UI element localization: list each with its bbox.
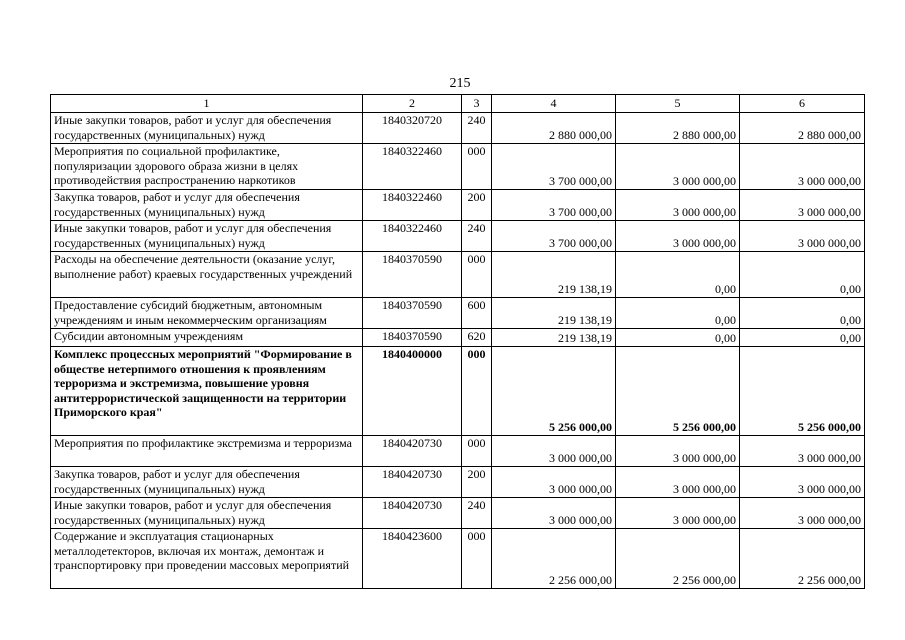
row-name: Иные закупки товаров, работ и услуг для обеспечения государственных (муниципальных) нужд: [51, 498, 363, 529]
row-amount-2: 2 256 000,00: [616, 529, 740, 589]
row-name: Содержание и эксплуатация стационарных металлодетекторов, включая их монтаж, демонтаж и транспортировку при проведении массовых мероприятий: [51, 529, 363, 589]
row-expense-type: 600: [462, 298, 492, 329]
row-amount-2: 0,00: [616, 252, 740, 298]
row-amount-2: 3 000 000,00: [616, 221, 740, 252]
row-expense-type: 240: [462, 221, 492, 252]
row-amount-1: 2 880 000,00: [492, 113, 616, 144]
row-amount-2: 3 000 000,00: [616, 436, 740, 467]
table-row: [51, 329, 865, 347]
row-name: Закупка товаров, работ и услуг для обеспечения государственных (муниципальных) нужд: [51, 467, 363, 498]
row-expense-type: 000: [462, 529, 492, 589]
row-code: 1840400000: [363, 347, 462, 436]
row-amount-2: 3 000 000,00: [616, 190, 740, 221]
row-code: 1840320720: [363, 113, 462, 144]
table-header-row: [51, 95, 865, 113]
row-amount-3: 3 000 000,00: [740, 498, 865, 529]
table-row: [51, 113, 865, 144]
budget-table: [50, 94, 865, 589]
row-code: 1840322460: [363, 144, 462, 190]
row-amount-3: 0,00: [740, 252, 865, 298]
row-amount-1: 3 000 000,00: [492, 498, 616, 529]
header-cell-name: 1: [51, 95, 363, 113]
table-row: [51, 252, 865, 298]
row-expense-type: 200: [462, 467, 492, 498]
row-code: 1840322460: [363, 190, 462, 221]
row-name: Иные закупки товаров, работ и услуг для обеспечения государственных (муниципальных) нужд: [51, 113, 363, 144]
row-amount-3: 0,00: [740, 298, 865, 329]
row-amount-2: 5 256 000,00: [616, 347, 740, 436]
row-amount-1: 5 256 000,00: [492, 347, 616, 436]
row-amount-2: 3 000 000,00: [616, 498, 740, 529]
row-expense-type: 000: [462, 144, 492, 190]
row-name: Расходы на обеспечение деятельности (оказание услуг, выполнение работ) краевых государственных учреждений: [51, 252, 363, 298]
row-amount-2: 3 000 000,00: [616, 144, 740, 190]
row-amount-3: 3 000 000,00: [740, 467, 865, 498]
header-cell-amount-3: 6: [740, 95, 865, 113]
row-expense-type: 620: [462, 329, 492, 347]
row-amount-3: 2 880 000,00: [740, 113, 865, 144]
table-row: [51, 436, 865, 467]
row-code: 1840420730: [363, 467, 462, 498]
row-amount-2: 0,00: [616, 298, 740, 329]
row-amount-3: 3 000 000,00: [740, 436, 865, 467]
row-expense-type: 000: [462, 252, 492, 298]
header-cell-amount-2: 5: [616, 95, 740, 113]
row-name: Мероприятия по профилактике экстремизма и терроризма: [51, 436, 363, 467]
table-row: [51, 467, 865, 498]
header-cell-amount-1: 4: [492, 95, 616, 113]
row-name: Иные закупки товаров, работ и услуг для обеспечения государственных (муниципальных) нужд: [51, 221, 363, 252]
header-cell-type: 3: [462, 95, 492, 113]
row-name: Комплекс процессных мероприятий "Формирование в обществе нетерпимого отношения к проявлениям терроризма и экстремизма, повышение уровня антитеррористической защищенности на территории Приморского края": [51, 347, 363, 436]
row-name: Субсидии автономным учреждениям: [51, 329, 363, 347]
row-amount-3: 0,00: [740, 329, 865, 347]
table-row: [51, 190, 865, 221]
row-amount-2: 3 000 000,00: [616, 467, 740, 498]
table-row: [51, 221, 865, 252]
row-name: Мероприятия по социальной профилактике, популяризации здорового образа жизни в целях противодействия распространению наркотиков: [51, 144, 363, 190]
row-amount-1: 219 138,19: [492, 298, 616, 329]
row-amount-1: 2 256 000,00: [492, 529, 616, 589]
table-row: [51, 529, 865, 589]
row-code: 1840370590: [363, 252, 462, 298]
page-number: 215: [449, 76, 471, 91]
row-amount-1: 3 000 000,00: [492, 436, 616, 467]
row-code: 1840420730: [363, 436, 462, 467]
row-expense-type: 240: [462, 113, 492, 144]
row-code: 1840322460: [363, 221, 462, 252]
row-expense-type: 000: [462, 347, 492, 436]
row-expense-type: 240: [462, 498, 492, 529]
row-expense-type: 200: [462, 190, 492, 221]
row-name: Предоставление субсидий бюджетным, автономным учреждениям и иным некоммерческим организациям: [51, 298, 363, 329]
row-amount-1: 3 000 000,00: [492, 467, 616, 498]
row-amount-1: 219 138,19: [492, 329, 616, 347]
row-amount-1: 3 700 000,00: [492, 190, 616, 221]
row-expense-type: 000: [462, 436, 492, 467]
header-cell-code: 2: [363, 95, 462, 113]
budget-table-body: [51, 95, 865, 589]
row-amount-2: 0,00: [616, 329, 740, 347]
row-amount-3: 3 000 000,00: [740, 190, 865, 221]
table-row: [51, 144, 865, 190]
row-code: 1840370590: [363, 329, 462, 347]
row-name: Закупка товаров, работ и услуг для обеспечения государственных (муниципальных) нужд: [51, 190, 363, 221]
row-amount-3: 5 256 000,00: [740, 347, 865, 436]
row-code: 1840423600: [363, 529, 462, 589]
row-amount-3: 3 000 000,00: [740, 144, 865, 190]
table-row: [51, 498, 865, 529]
row-amount-3: 3 000 000,00: [740, 221, 865, 252]
row-code: 1840370590: [363, 298, 462, 329]
row-amount-1: 3 700 000,00: [492, 221, 616, 252]
table-row: [51, 298, 865, 329]
row-amount-1: 3 700 000,00: [492, 144, 616, 190]
row-code: 1840420730: [363, 498, 462, 529]
table-row: [51, 347, 865, 436]
row-amount-1: 219 138,19: [492, 252, 616, 298]
row-amount-2: 2 880 000,00: [616, 113, 740, 144]
row-amount-3: 2 256 000,00: [740, 529, 865, 589]
